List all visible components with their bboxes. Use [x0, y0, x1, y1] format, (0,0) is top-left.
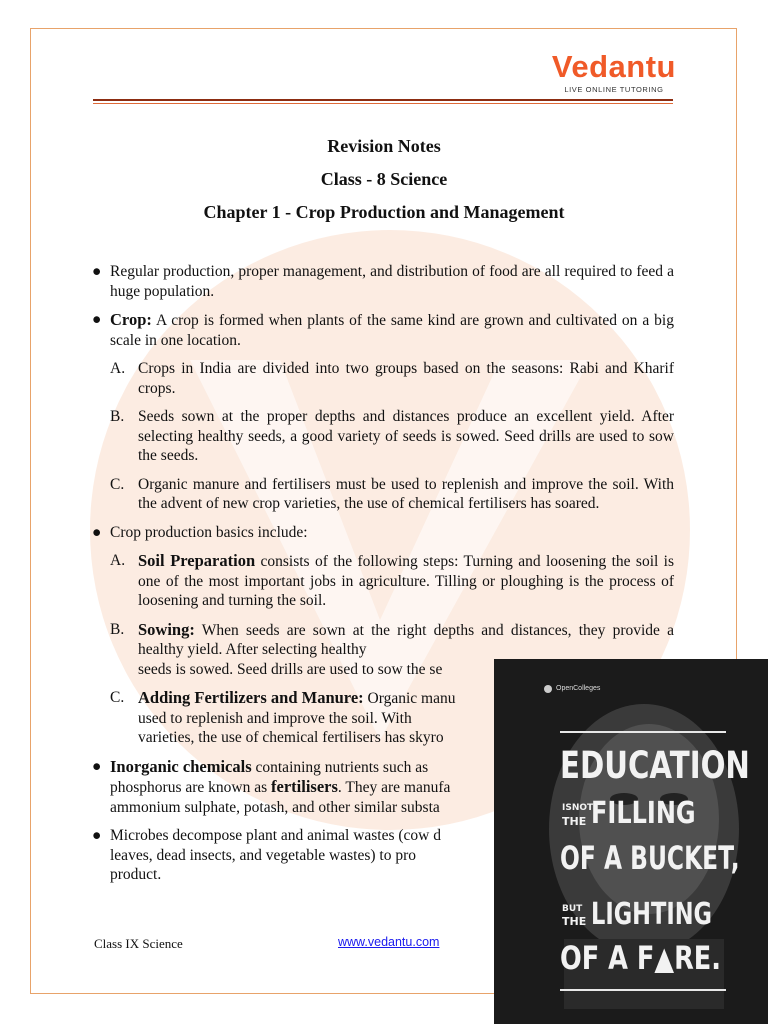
title-class: Class - 8 Science: [320, 169, 448, 189]
sub-label: A.: [110, 360, 126, 377]
bullet-text: A crop is formed when plants of the same kind are grown and cultivated on a big scale in one location.: [110, 312, 674, 349]
ad-rule-bottom: [560, 989, 726, 991]
logo-wordmark: Vedantu: [551, 49, 676, 84]
bullet-dot: ●: [92, 757, 102, 775]
vedantu-logo: [552, 50, 676, 94]
header-rule-thin: [93, 103, 673, 104]
title-block: [0, 130, 768, 229]
title-revision-notes: Revision Notes: [327, 136, 441, 156]
sub-text-line: seeds is sowed. Seed drills are used to sow the se: [138, 660, 443, 678]
opencolleges-logo-icon: [544, 685, 552, 693]
sub-label: C.: [110, 689, 125, 706]
bullet-text: Crop production basics include:: [110, 523, 308, 541]
bullet-text-line: Microbes decompose plant and animal wastes (cow d: [110, 827, 442, 844]
sub-text: Seeds sown at the proper depths and distances produce an excellent yield. After selecting healthy seeds, a good variety of seeds is sowed. Seed drills are used to sow the seeds.: [138, 408, 674, 464]
ad-word-the-2: THE: [562, 915, 587, 928]
ad-word-the: THE: [562, 815, 587, 828]
bullet-text-line: phosphorus are known as: [110, 779, 272, 796]
sub-heading: Adding Fertilizers and Manure:: [138, 688, 364, 707]
bullet-text-line: ammonium sulphate, potash, and other similar substa: [110, 798, 440, 816]
sub-label: C.: [110, 475, 125, 493]
sub-text-line: varieties, the use of chemical fertilisers has skyro: [138, 729, 444, 746]
sub-text: Crops in India are divided into two groups based on the seasons: Rabi and Kharif crops.: [138, 360, 674, 397]
sub-item-crop-a: [92, 359, 674, 398]
bullet-text-line: leaves, dead insects, and vegetable wastes) to pro: [110, 846, 417, 864]
sub-text: When seeds are sown at the right depths and distances, they provide a healthy yield. After selecting healthy: [138, 621, 674, 658]
sub-item-crop-c: [92, 475, 674, 514]
bullet-food: [92, 262, 674, 301]
ad-word-isnot: ISNOT: [562, 803, 594, 813]
bullet-dot: ●: [92, 263, 102, 280]
sub-item-soil: [92, 551, 674, 611]
footer-website-link[interactable]: www.vedantu.com: [338, 935, 440, 949]
ad-word-fire: OF A F▲RE.: [560, 939, 721, 977]
bullet-text-line: . They are manufa: [337, 779, 451, 796]
bullet-text: Regular production, proper management, and distribution of food are all required to feed a huge population.: [110, 263, 674, 300]
sub-item-crop-b: [92, 407, 674, 466]
advertisement-banner[interactable]: [494, 659, 768, 1024]
bullet-dot: ●: [92, 827, 102, 844]
sub-text-line: used to replenish and improve the soil. With: [138, 709, 412, 727]
ad-rule-top: [560, 731, 726, 733]
ad-word-but: BUT: [562, 904, 583, 914]
ad-brand: OpenColleges: [556, 685, 601, 692]
sub-text: consists of the following steps: Turning and loosening the soil is one of the most important jobs in agriculture. Tilling or ploughing is the process of loosening and turning the soil.: [138, 553, 675, 609]
title-chapter: Chapter 1 - Crop Production and Management: [203, 202, 565, 222]
sub-text: Organic manure and fertilisers must be used to replenish and improve the soil. With the advent of new crop varieties, the use of chemical fertilisers has soared.: [138, 475, 674, 512]
logo-tagline: LIVE ONLINE TUTORING: [564, 85, 664, 94]
inorganic-label: Inorganic chemicals: [110, 756, 252, 776]
sub-label: B.: [110, 408, 125, 425]
sub-text: Organic manu: [363, 690, 456, 707]
bullet-dot: ●: [92, 523, 102, 541]
ad-word-lighting: LIGHTING: [591, 897, 713, 932]
bullet-dot: ●: [92, 311, 102, 328]
sub-label: A.: [110, 552, 126, 569]
bullet-crop: [92, 310, 674, 350]
header-rule: [93, 99, 673, 101]
fertilisers-term: fertilisers: [271, 777, 338, 796]
footer-class-label: Class IX Science: [94, 936, 183, 951]
bullet-text-line: product.: [110, 866, 162, 883]
ad-word-bucket: OF A BUCKET,: [560, 839, 740, 877]
ad-word-education: EDUCATION: [560, 744, 750, 787]
bullet-text: containing nutrients such as: [251, 758, 429, 776]
bullet-basics: [92, 523, 674, 543]
sub-heading: Sowing:: [138, 619, 195, 639]
sub-heading: Soil Preparation: [138, 551, 256, 570]
crop-label: Crop:: [110, 310, 152, 329]
sub-label: B.: [110, 620, 125, 638]
ad-word-filling: FILLING: [591, 796, 696, 831]
